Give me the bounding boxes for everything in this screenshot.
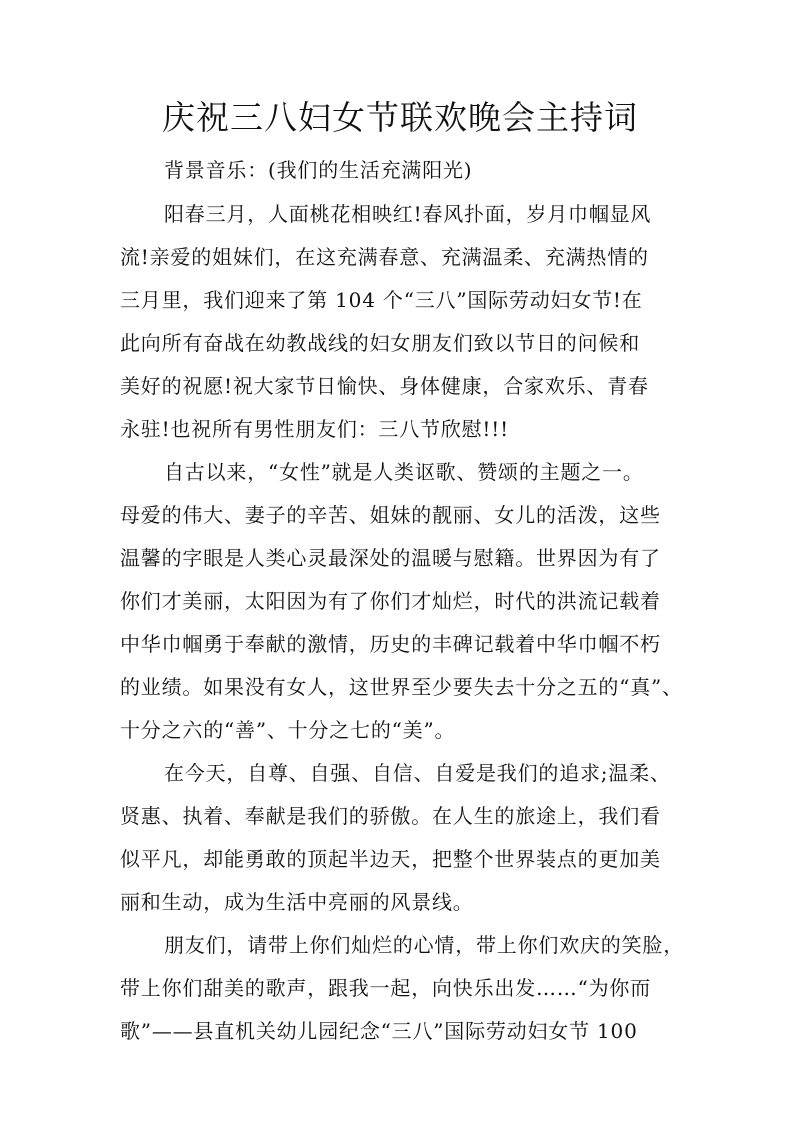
paragraph-line: 温馨的字眼是人类心灵最深处的温暖与慰籍。世界因为有了 bbox=[120, 546, 661, 570]
paragraph-line: 似平凡，却能勇敢的顶起半边天，把整个世界装点的更加美 bbox=[120, 847, 661, 871]
paragraph-line: 歌”——县直机关幼儿园纪念“三八”国际劳动妇女节 100 bbox=[120, 1019, 638, 1043]
paragraph-line: 在今天，自尊、自强、自信、自爱是我们的追求;温柔、 bbox=[164, 761, 671, 785]
paragraph-line: 流!亲爱的姐妹们，在这充满春意、充满温柔、充满热情的 bbox=[120, 245, 649, 269]
paragraph-line: 三月里，我们迎来了第 104 个“三八”国际劳动妇女节!在 bbox=[120, 288, 643, 312]
paragraph-line: 母爱的伟大、妻子的辛苦、姐妹的靓丽、女儿的活泼，这些 bbox=[120, 503, 661, 527]
paragraph-line: 永驻!也祝所有男性朋友们：三八节欣慰!!! bbox=[120, 417, 509, 441]
paragraph-line: 贤惠、执着、奉献是我们的骄傲。在人生的旅途上，我们看 bbox=[120, 804, 661, 828]
paragraph-line: 阳春三月，人面桃花相映红!春风扑面，岁月巾帼显风 bbox=[164, 202, 652, 226]
paragraph-line: 朋友们，请带上你们灿烂的心情，带上你们欢庆的笑脸， bbox=[164, 933, 684, 957]
paragraph-line: 带上你们甜美的歌声，跟我一起，向快乐出发……“为你而 bbox=[120, 976, 652, 1000]
paragraph-line: 丽和生动，成为生活中亮丽的风景线。 bbox=[120, 890, 474, 914]
paragraph-line: 自古以来，“女性”就是人类讴歌、赞颂的主题之一。 bbox=[164, 460, 644, 484]
background-music-line: 背景音乐：(我们的生活充满阳光) bbox=[164, 158, 473, 182]
paragraph-line: 的业绩。如果没有女人，这世界至少要失去十分之五的“真”、 bbox=[120, 675, 683, 699]
paragraph-line: 美好的祝愿!祝大家节日愉快、身体健康，合家欢乐、青春 bbox=[120, 374, 649, 398]
paragraph-line: 此向所有奋战在幼教战线的妇女朋友们致以节日的问候和 bbox=[120, 331, 640, 355]
paragraph-line: 中华巾帼勇于奉献的激情，历史的丰碑记载着中华巾帼不朽 bbox=[120, 632, 661, 656]
paragraph-line: 你们才美丽，太阳因为有了你们才灿烂，时代的洪流记载着 bbox=[120, 589, 661, 613]
document-title: 庆祝三八妇女节联欢晚会主持词 bbox=[162, 98, 638, 137]
paragraph-line: 十分之六的“善”、十分之七的“美”。 bbox=[120, 718, 456, 742]
